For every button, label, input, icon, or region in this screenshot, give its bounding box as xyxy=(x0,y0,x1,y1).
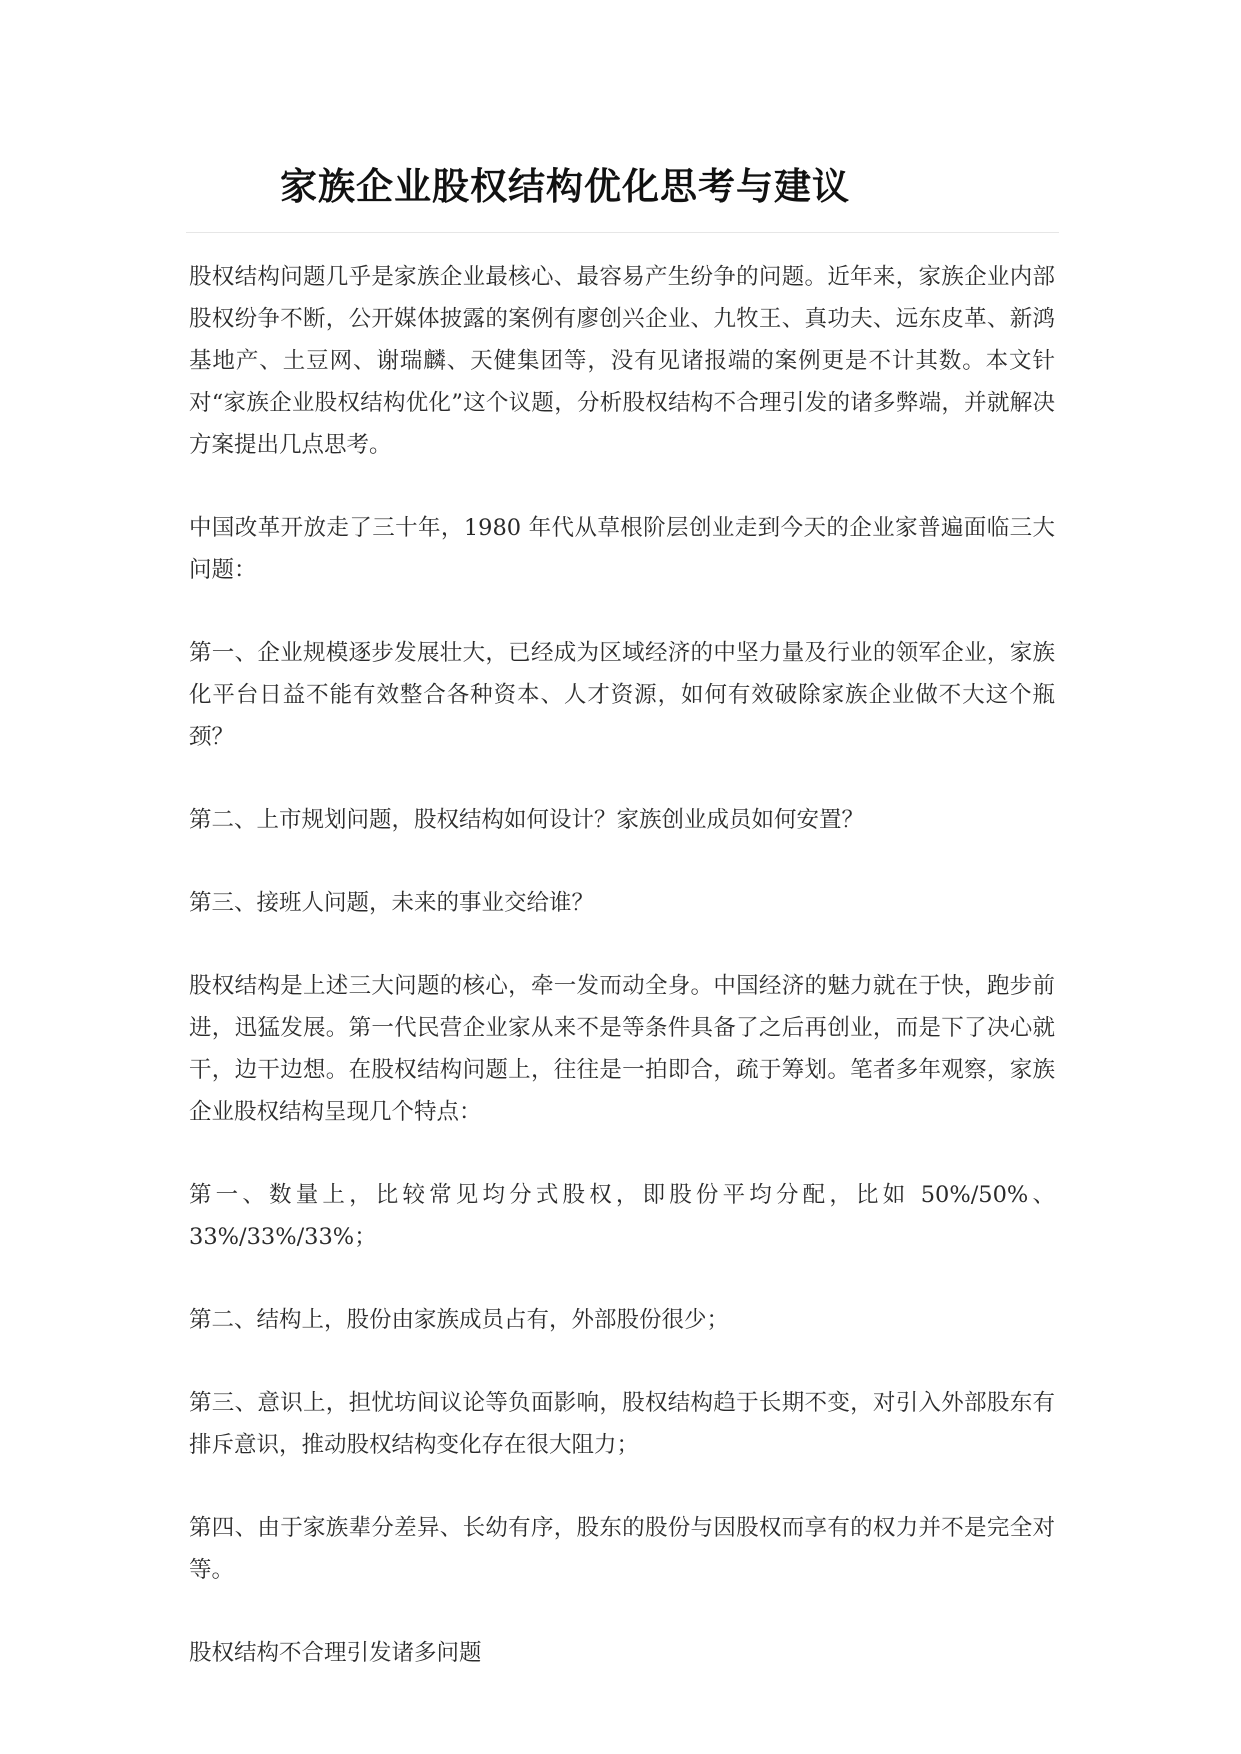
paragraph-problem-2: 第二、上市规划问题，股权结构如何设计？家族创业成员如何安置？ xyxy=(189,807,865,833)
section-heading: 股权结构不合理引发诸多问题 xyxy=(189,1640,482,1666)
paragraph-feature-4: 第四、由于家族辈分差异、长幼有序，股东的股份与因股权而享有的权力并不是完全对等。 xyxy=(189,1515,1055,1583)
title-divider xyxy=(186,232,1059,233)
paragraph-feature-3: 第三、意识上，担忧坊间议论等负面影响，股权结构趋于长期不变，对引入外部股东有排斥意识，推动股权结构变化存在很大阻力； xyxy=(189,1390,1055,1458)
paragraph-feature-2: 第二、结构上，股份由家族成员占有，外部股份很少； xyxy=(189,1307,730,1333)
paragraph-problem-3: 第三、接班人问题，未来的事业交给谁？ xyxy=(189,890,595,916)
paragraph-core-issue: 股权结构是上述三大问题的核心，牵一发而动全身。中国经济的魅力就在于快，跑步前进，迅猛发展。第一代民营企业家从来不是等条件具备了之后再创业，而是下了决心就干，边干边想。在股权结构问题上，往往是一拍即合，疏于筹划。笔者多年观察，家族企业股权结构呈现几个特点： xyxy=(189,973,1055,1125)
document-title: 家族企业股权结构优化思考与建议 xyxy=(280,164,850,208)
document-body xyxy=(189,256,1055,1715)
paragraph-problem-1: 第一、企业规模逐步发展壮大，已经成为区域经济的中坚力量及行业的领军企业，家族化平台日益不能有效整合各种资本、人才资源，如何有效破除家族企业做不大这个瓶颈？ xyxy=(189,640,1055,750)
paragraph-background: 中国改革开放走了三十年，1980 年代从草根阶层创业走到今天的企业家普遍面临三大问题： xyxy=(189,515,1055,583)
paragraph-intro: 股权结构问题几乎是家族企业最核心、最容易产生纷争的问题。近年来，家族企业内部股权纷争不断，公开媒体披露的案例有廖创兴企业、九牧王、真功夫、远东皮革、新鸿基地产、土豆网、谢瑞麟、天健集团等，没有见诸报端的案例更是不计其数。本文针对“家族企业股权结构优化”这个议题，分析股权结构不合理引发的诸多弊端，并就解决方案提出几点思考。 xyxy=(189,264,1055,458)
paragraph-feature-1: 第一、数量上，比较常见均分式股权，即股份平均分配，比如 50%/50%、33%/33%/33%； xyxy=(189,1182,1055,1250)
